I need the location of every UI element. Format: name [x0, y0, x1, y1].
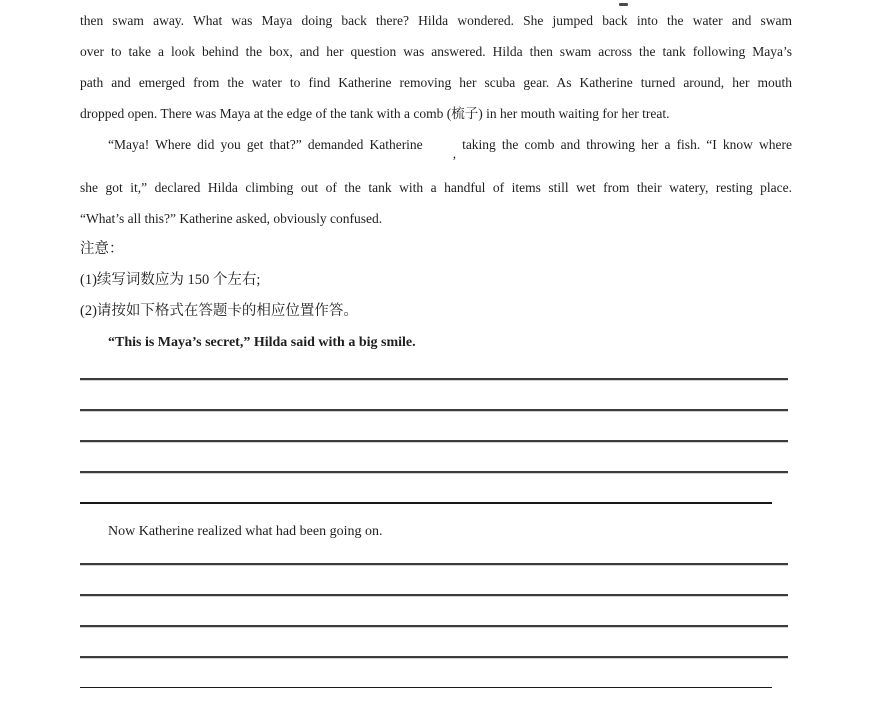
answer-line [80, 409, 788, 411]
answer-line [80, 625, 788, 627]
answer-line [80, 563, 788, 565]
story-paragraph2-line3: “What’s all this?” Katherine asked, obviously confused. [80, 211, 383, 226]
answer-line [80, 378, 788, 380]
answer-line [80, 502, 772, 504]
page-content [80, 5, 792, 688]
answer-line [80, 471, 788, 473]
notice-item-1: (1)续写词数应为 150 个左右; [80, 272, 261, 288]
quote-text: “Maya! Where did you get that?” demanded Katherine [108, 137, 423, 152]
story-paragraph2-line1 [80, 129, 792, 160]
story-paragraph2-line2: she got it,” declared Hilda climbing out of the tank with a handful of items still wet from their watery, resting place. [80, 180, 792, 195]
answer-line [80, 440, 788, 442]
dropped-comma-artifact: , [452, 146, 457, 160]
answer-line [80, 687, 772, 689]
story-paragraph1-line2: over to take a look behind the box, and her question was answered. Hilda then swam across the tank following Maya’s [80, 44, 792, 59]
continuation-paragraph1-lead: “This is Maya’s secret,” Hilda said with a big smile. [108, 335, 416, 350]
quote-text-continued: taking the comb and throwing her a fish. “I know where [462, 137, 792, 152]
story-paragraph1-line4: dropped open. There was Maya at the edge of the tank with a comb (梳子) in her mouth waiting for her treat. [80, 106, 670, 121]
notice-header: 注意： [80, 241, 124, 257]
notice-item-2: (2)请按如下格式在答题卡的相应位置作答。 [80, 303, 358, 319]
answer-line [80, 594, 788, 596]
story-paragraph1-line3: path and emerged from the water to find Katherine removing her scuba gear. As Katherine turned around, her mouth [80, 75, 792, 90]
continuation-paragraph2-lead: Now Katherine realized what had been going on. [108, 523, 383, 539]
story-paragraph1-line1: then swam away. What was Maya doing back there? Hilda wondered. She jumped back into the water and swam [80, 13, 792, 28]
answer-line [80, 656, 788, 658]
